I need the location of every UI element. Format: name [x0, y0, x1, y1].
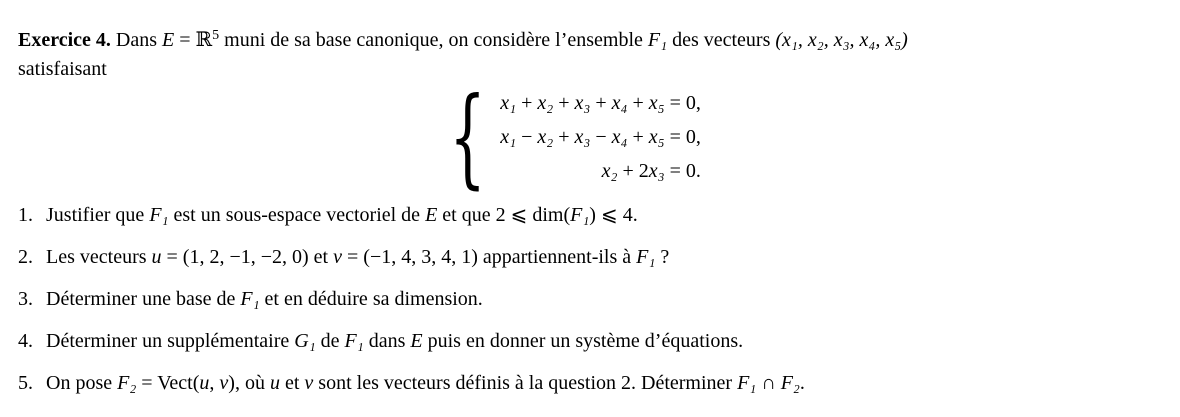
question-5-text: On pose F₂ = Vect(u, v), où u et v sont les vecteurs définis à la question 2. Déterminer F₁ ∩ F₂.: [46, 372, 805, 394]
question-1-text: Justifier que F₁ est un sous-espace vectoriel de E et que 2 ⩽ dim(F₁) ⩽ 4.: [46, 204, 638, 226]
question-1: [18, 201, 1160, 230]
question-3-number: 3.: [18, 288, 33, 310]
equation-list: [500, 86, 701, 188]
equation-3: x₂ + 2x₃ = 0.: [601, 160, 701, 182]
question-2-text: Les vecteurs u = (1, 2, −1, −2, 0) et v = (−1, 4, 3, 4, 1) appartiennent-ils à F₁ ?: [46, 246, 670, 268]
equation-system: [18, 74, 1120, 200]
question-4: [18, 327, 1160, 356]
question-3-text: Déterminer une base de F₁ et en déduire sa dimension.: [46, 288, 483, 310]
exercise-intro-line2: satisfaisant: [18, 58, 107, 80]
question-4-text: Déterminer un supplémentaire G₁ de F₁ dans E puis en donner un système d’équations.: [46, 330, 744, 352]
question-4-number: 4.: [18, 330, 33, 352]
equation-1: x₁ + x₂ + x₃ + x₄ + x₅ = 0,: [500, 92, 701, 114]
question-2-number: 2.: [18, 246, 33, 268]
system-left-brace: {: [449, 74, 487, 200]
question-5-number: 5.: [18, 372, 33, 394]
question-3: [18, 285, 1160, 314]
question-list: [18, 201, 1160, 398]
exercise-intro-line1: Exercice 4. Dans E = ℝ$^5$ muni de sa base canonique, on considère l’ensemble F₁ des vecteurs (x₁, x₂, x₃, x₄, x₅): [18, 28, 908, 51]
question-1-number: 1.: [18, 204, 33, 226]
equation-2: x₁ − x₂ + x₃ − x₄ + x₅ = 0,: [500, 126, 701, 148]
question-5: [18, 369, 1160, 398]
question-2: [18, 243, 1160, 272]
